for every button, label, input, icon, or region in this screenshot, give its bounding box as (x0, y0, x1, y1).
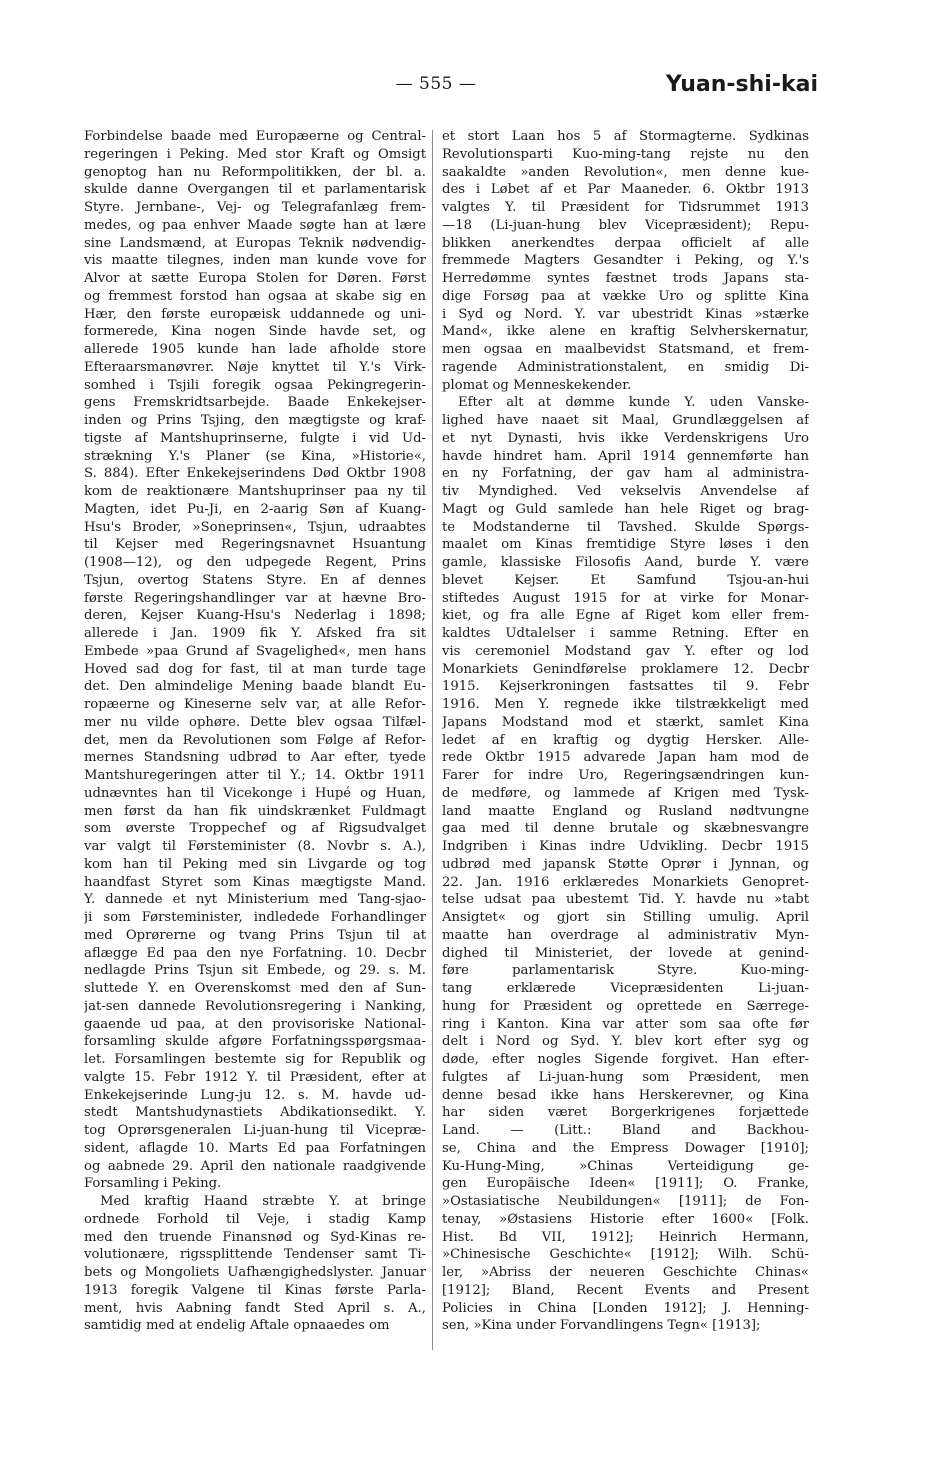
column-divider (432, 130, 433, 1350)
text-line: regeringen i Peking. Med stor Kraft og Omsigt (84, 146, 426, 162)
text-line: allerede i Jan. 1909 fik Y. Afsked fra sit (84, 626, 426, 641)
text-line: Hær, den første europæisk uddannede og uni- (84, 306, 426, 322)
text-line: Magt og Guld samlede han hele Riget og brag- (442, 501, 809, 517)
text-line: gamle, klassiske Filosofis Aand, burde Y. være (442, 555, 809, 570)
text-line: 1913 foregik Valgene til Kinas første Parla- (84, 1282, 426, 1298)
text-line: te Modstanderne til Tavshed. Skulde Spørgs- (442, 519, 809, 535)
text-line: forsamling skulde afgøre Forfatningsspørgsmaa- (84, 1034, 426, 1050)
text-line: ment, hvis Aabning fandt Sted April s. A., (84, 1300, 426, 1316)
text-line: Hist. Bd VII, 1912]; Heinrich Hermann, (442, 1229, 809, 1245)
text-line: tiv Myndighed. Ved vekselvis Anvendelse af (442, 484, 809, 499)
text-line: »Ostasiatische Neubildungen« [1911]; de Fon- (442, 1194, 809, 1209)
text-line: i Syd og Nord. Y. var ubestridt Kinas »stærke (442, 306, 809, 322)
text-line: og aabnede 29. April den nationale raadgivende (84, 1158, 426, 1174)
text-line: havde hindret ham. April 1914 gennemførte han (442, 448, 809, 464)
text-column-left (84, 128, 426, 1335)
text-line: til Kejser med Regeringsnavnet Hsuantung (84, 537, 426, 553)
text-line: se, China and the Empress Dowager [1910]; (442, 1140, 809, 1156)
text-line: 22. Jan. 1916 erklæredes Monarkiets Genopret- (442, 874, 809, 890)
text-line: maalet om Kinas fremtidige Styre løses i den (442, 537, 809, 553)
text-line: nedlagde Prins Tsjun sit Embede, og 29. s. M. (84, 963, 426, 979)
text-line: Farer for indre Uro, Regeringsændringen kun- (442, 768, 809, 783)
text-line: Revolutionsparti Kuo-ming-tang rejste nu den (442, 146, 809, 162)
text-line: deren, Kejser Kuang-Hsu's Nederlag i 1898; (84, 608, 426, 624)
text-line: ring i Kanton. Kina var atter som saa ofte før (442, 1016, 809, 1032)
text-line: gaaende ud paa, at den provisoriske National- (84, 1016, 426, 1032)
text-line: Mand«, ikke alene en kraftig Selvherskernatur, (442, 324, 809, 340)
text-line: dige Forsøg paa at vække Uro og splitte Kina (442, 288, 809, 304)
text-line: samtidig med at endelig Aftale opnaaedes om (84, 1318, 390, 1334)
text-line: vis maatte tilegnes, inden man kunde vove for (84, 253, 426, 269)
text-line: kaldtes Udtalelser i samme Retning. Efter en (442, 626, 809, 641)
text-line: tigste af Mantshuprinserne, fulgte i vid Ud- (84, 430, 426, 446)
text-line: med Oprørerne og tvang Prins Tsjun til at (84, 927, 426, 943)
text-line: Hsu's Broder, »Soneprinsen«, Tsjun, udraabtes (84, 519, 426, 535)
text-line: Efter alt at dømme kunde Y. uden Vanske- (458, 395, 809, 411)
text-line: fremmede Magters Gesandter i Peking, og Y.'s (442, 253, 809, 269)
running-head: Yuan-shi-kai (665, 72, 818, 97)
text-line: døde, efter nogles Sigende forgivet. Han efter- (442, 1052, 809, 1067)
text-line: Enkekejserinde Lung-ju 12. s. M. havde ud- (84, 1087, 426, 1103)
text-line: inden og Prins Tsjing, den mægtigste og kraf- (84, 413, 426, 428)
text-line: ler, »Abriss der neueren Geschichte Chinas« (442, 1265, 809, 1280)
text-line: dighed til Ministeriet, der lovede at genind- (442, 945, 809, 961)
text-line: Embede »paa Grund af Svagelighed«, men hans (84, 643, 426, 659)
text-line: tang erklærede Vicepræsidenten Li-juan- (442, 981, 809, 996)
text-line: Ku-Hung-Ming, »Chinas Verteidigung ge- (442, 1158, 809, 1174)
text-line: [1912]; Bland, Recent Events and Present (442, 1282, 809, 1298)
text-line: Y. dannede et nyt Ministerium med Tang-sjao- (84, 892, 426, 908)
text-line: let. Forsamlingen bestemte sig for Republik og (84, 1052, 426, 1067)
text-line: denne besad ikke hans Herskerevner, og Kina (442, 1087, 809, 1103)
text-line: S. 884). Efter Enkekejserindens Død Oktbr 1908 (84, 466, 426, 482)
text-line: Monarkiets Genindførelse proklamere 12. Decbr (442, 661, 809, 677)
text-line: Japans Modstand mod et stærkt, samlet Kina (442, 714, 809, 730)
text-line: rede Oktbr 1915 advarede Japan ham mod de (442, 750, 809, 766)
text-line: var valgt til Førsteminister (8. Novbr s. A.), (84, 839, 426, 854)
text-line: kiet, og fra alle Egne af Riget kom eller frem- (442, 608, 809, 624)
text-line: Policies in China [Londen 1912]; J. Henning- (442, 1300, 809, 1316)
text-line: lighed have naaet sit Maal, Grundlæggelsen af (442, 413, 809, 428)
text-line: et nyt Dynasti, hvis ikke Verdenskrigens Uro (442, 430, 809, 446)
text-line: hung for Præsident og oprettede en Særrege- (442, 998, 809, 1014)
text-line: allerede 1905 kunde han lade afholde store (84, 342, 426, 357)
text-line: aflægge Ed paa den nye Forfatning. 10. Decbr (84, 945, 426, 961)
text-line: Mantshuregeringen atter til Y.; 14. Oktbr 1911 (84, 768, 426, 783)
text-line: stedt Mantshudynastiets Abdikationsedikt. Y. (84, 1105, 426, 1121)
page-number: — 555 — (395, 74, 477, 94)
text-line: fulgtes af Li-juan-hung som Præsident, men (442, 1069, 809, 1085)
text-line: Forsamling i Peking. (84, 1176, 222, 1192)
text-line: Land. — (Litt.: Bland and Backhou- (442, 1123, 809, 1138)
text-line: med den truende Finansnød og Syd-Kinas re- (84, 1229, 426, 1245)
text-line: gen Europäische Ideen« [1911]; O. Franke, (442, 1176, 809, 1192)
text-line: sen, »Kina under Forvandlingens Tegn« [1913]; (442, 1318, 761, 1334)
text-line: sident, aflagde 10. Marts Ed paa Forfatningen (84, 1140, 426, 1156)
text-line: Med kraftig Haand stræbte Y. at bringe (100, 1194, 426, 1209)
text-line: valgtes Y. til Præsident for Tidsrummet 1913 (442, 200, 809, 215)
text-line: føre parlamentarisk Styre. Kuo-ming- (442, 963, 809, 979)
text-line: »Chinesische Geschichte« [1912]; Wilh. Schü- (442, 1247, 809, 1263)
text-line: første Regeringshandlinger var at hævne Bro- (84, 590, 426, 606)
text-line: Tsjun, overtog Statens Styre. En af dennes (84, 572, 426, 588)
text-line: skulde danne Overgangen til et parlamentarisk (84, 182, 426, 198)
text-line: land maatte England og Rusland nødtvungne (442, 803, 809, 819)
text-line: Ansigtet« og gjort sin Stilling umulig. April (442, 910, 809, 925)
text-line: medes, og paa enhver Maade søgte han at lære (84, 217, 426, 233)
text-line: blikken anerkendtes derpaa officielt af alle (442, 235, 809, 251)
text-line: genoptog han nu Reformpolitikken, der bl. a. (84, 164, 426, 180)
text-line: 1915. Kejserkroningen fastsattes til 9. Febr (442, 679, 809, 695)
text-line: gens Fremskridtsarbejde. Baade Enkekejser- (84, 395, 426, 411)
page-header (0, 74, 928, 108)
text-line: Efteraarsmanøvrer. Nøje knyttet til Y.'s Virk- (84, 359, 426, 375)
text-line: blevet Kejser. Et Samfund Tsjou-an-hui (442, 572, 809, 588)
text-line: sluttede Y. en Overenskomst med den af Sun- (84, 981, 426, 996)
text-line: ragende Administrationstalent, en smidig Di- (442, 359, 809, 375)
text-line: valgte 15. Febr 1912 Y. til Præsident, efter at (84, 1069, 426, 1085)
text-line: Herredømme syntes fæstnet trods Japans sta- (442, 271, 809, 286)
text-line: mernes Standsning udbrød to Aar efter, tyede (84, 750, 426, 766)
text-line: jat-sen dannede Revolutionsregering i Nanking, (84, 998, 426, 1014)
text-line: volutionære, rigssplittende Tendenser samt Ti- (84, 1247, 426, 1263)
text-line: de medføre, og lammede af Krigen med Tysk- (442, 785, 809, 801)
text-line: ji som Førsteminister, indledede Forhandlinger (84, 910, 426, 925)
text-line: bets og Mongoliets Uafhængighedslyster. Januar (84, 1265, 426, 1280)
text-line: et stort Laan hos 5 af Stormagterne. Sydkinas (442, 129, 809, 144)
text-line: tog Oprørsgeneralen Li-juan-hung til Vicepræ- (84, 1123, 426, 1138)
text-line: haandfast Styret som Kinas mægtigste Mand. (84, 874, 426, 890)
text-line: (1908—12), og den udpegede Regent, Prins (84, 555, 426, 570)
text-line: som øverste Troppechef og af Rigsudvalget (84, 821, 426, 837)
text-line: mer nu vilde ophøre. Dette blev ogsaa Tilfæl- (84, 714, 426, 730)
text-line: saakaldte »anden Revolution«, men denne kue- (442, 164, 809, 180)
text-line: maatte han overdrage al administrativ Myn- (442, 927, 809, 943)
text-line: Magten, idet Pu-Ji, en 2-aarig Søn af Kuang- (84, 501, 426, 517)
text-line: det. Den almindelige Mening baade blandt Eu- (84, 679, 426, 695)
text-line: udbrød med japansk Støtte Oprør i Jynnan, og (442, 856, 809, 872)
text-line: sine Landsmænd, at Europas Teknik nødvendig- (84, 235, 426, 251)
text-line: delt i Nord og Syd. Y. blev kort efter syg og (442, 1034, 809, 1050)
text-line: kom han til Peking med sin Livgarde og tog (84, 856, 426, 872)
text-line: somhed i Tsjili foregik ogsaa Pekingregerin- (84, 377, 426, 393)
text-column-right (442, 128, 809, 1335)
text-line: vis ceremoniel Modstand gav Y. efter og lod (442, 643, 809, 659)
text-line: des i Løbet af et Par Maaneder. 6. Oktbr 1913 (442, 182, 809, 198)
text-line: en ny Forfatning, der gav ham al administra- (442, 466, 809, 482)
text-line: det, men da Revolutionen som Følge af Refor- (84, 732, 426, 748)
text-line: 1916. Men Y. regnede ikke tilstrækkeligt med (442, 697, 809, 712)
text-line: ropæerne og Kineserne selv var, at alle Refor- (84, 697, 426, 712)
text-line: Indgriben i Kinas indre Udvikling. Decbr 1915 (442, 839, 809, 854)
text-line: —18 (Li-juan-hung blev Vicepræsident); Repu- (442, 217, 809, 233)
text-line: men ogsaa en maalbevidst Statsmand, et frem- (442, 342, 809, 357)
text-line: gaa med til denne brutale og skæbnesvangre (442, 821, 809, 837)
text-line: og fremmest forstod han ogsaa at skabe sig en (84, 288, 426, 304)
text-line: Forbindelse baade med Europæerne og Central- (84, 129, 426, 144)
text-line: Alvor at sætte Europa Stolen for Døren. Først (84, 271, 426, 286)
text-line: strækning Y.'s Planer (se Kina, »Historie«, (84, 448, 426, 464)
text-line: Hoved sad dog for fast, til at man turde tage (84, 661, 426, 677)
text-line: tenay, »Østasiens Historie efter 1600« [Folk. (442, 1211, 809, 1227)
text-line: plomat og Menneskekender. (442, 377, 632, 393)
text-line: telse udsat paa ubestemt Tid. Y. havde nu »tabt (442, 892, 809, 908)
text-line: kom de reaktionære Mantshuprinser paa ny til (84, 484, 426, 499)
text-line: ledet af en kraftig og dygtig Hersker. Alle- (442, 732, 809, 748)
text-line: formerede, Kina nogen Sinde havde set, og (84, 324, 426, 340)
text-line: stiftedes August 1915 for at virke for Monar- (442, 590, 809, 606)
text-line: ordnede Forhold til Veje, i stadig Kamp (84, 1211, 426, 1227)
text-line: udnævntes han til Vicekonge i Hupé og Huan, (84, 785, 426, 801)
text-line: har siden været Borgerkrigenes forjættede (442, 1105, 809, 1121)
text-line: Styre. Jernbane-, Vej- og Telegrafanlæg frem- (84, 200, 426, 215)
text-line: men først da han fik uindskrænket Fuldmagt (84, 803, 426, 819)
